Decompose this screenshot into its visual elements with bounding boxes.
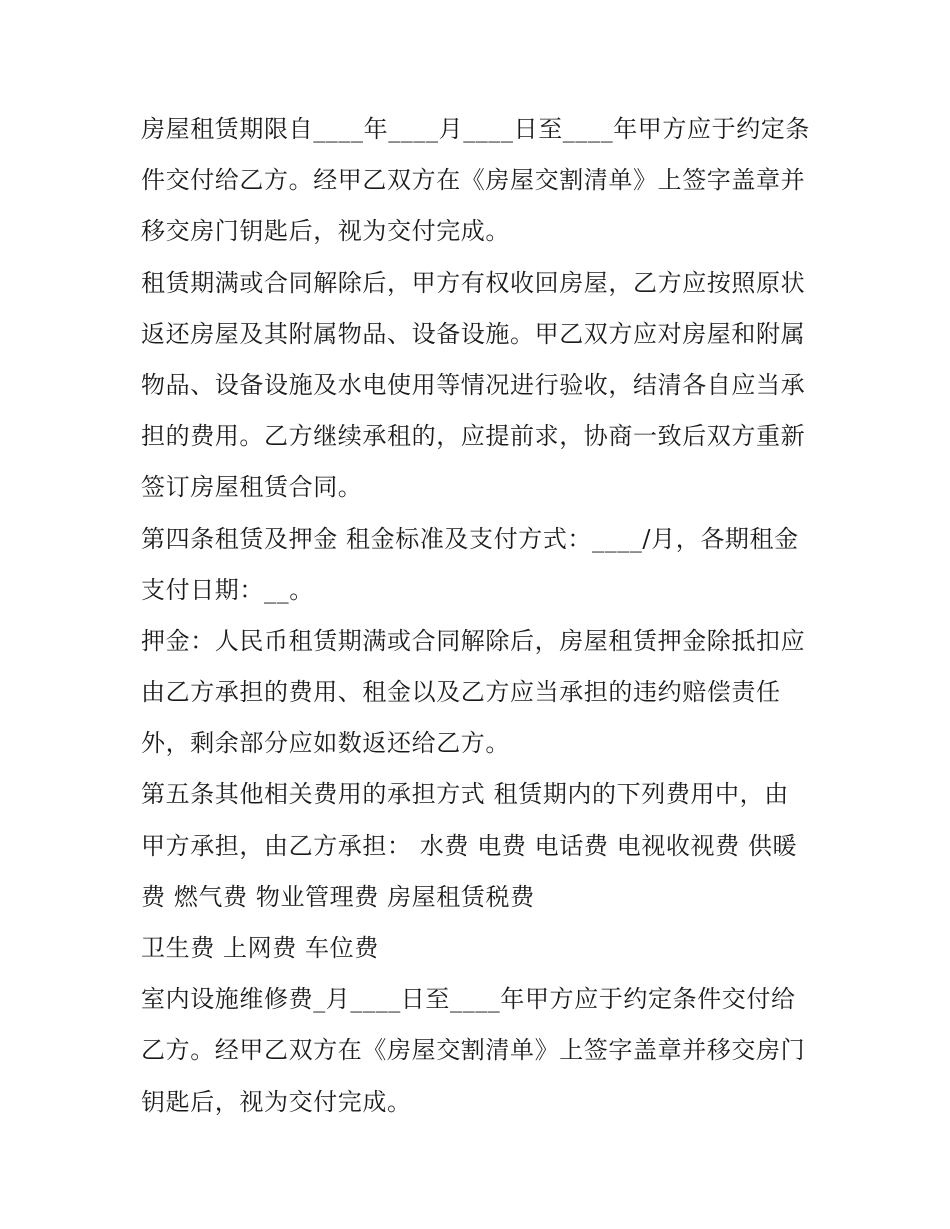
text-line: 房屋租赁期限自____年____月____日至____年甲方应于约定条 <box>141 115 810 143</box>
text-line: 室内设施维修费_月____日至____年甲方应于约定条件交付给 <box>141 985 796 1014</box>
paragraph-other-fees <box>141 923 831 974</box>
text-line: 卫生费 上网费 车位费 <box>141 934 379 962</box>
text-line: 外，剩余部分应如数返还给乙方。 <box>141 729 510 758</box>
text-line: 由乙方承担的费用、租金以及乙方应当承担的违约赔偿责任 <box>141 678 781 707</box>
text-line: 乙方。经甲乙双方在《房屋交割清单》上签字盖章并移交房门 <box>141 1036 806 1065</box>
text-line: 费 燃气费 物业管理费 房屋租赁税费 <box>141 882 535 911</box>
text-line: 物品、设备设施及水电使用等情况进行验收，结清各自应当承 <box>141 370 806 399</box>
text-line: 支付日期：__。 <box>141 575 314 604</box>
text-line: 件交付给乙方。经甲乙双方在《房屋交割清单》上签字盖章并 <box>141 166 806 195</box>
text-line: 钥匙后，视为交付完成。 <box>141 1087 412 1116</box>
text-line: 押金：人民币租赁期满或合同解除后，房屋租赁押金除抵扣应 <box>141 626 806 655</box>
text-line: 第四条租赁及押金 租金标准及支付方式：____/月，各期租金 <box>141 524 799 553</box>
paragraph-article-four-rent <box>141 514 831 616</box>
paragraph-lease-expiry <box>141 258 831 514</box>
text-line: 担的费用。乙方继续承租的，应提前求，协商一致后双方重新 <box>141 422 806 451</box>
paragraph-article-five-fees <box>141 769 831 923</box>
text-line: 签订房屋租赁合同。 <box>141 473 363 502</box>
text-line: 租赁期满或合同解除后，甲方有权收回房屋，乙方应按照原状 <box>141 268 806 297</box>
paragraph-maintenance <box>141 974 831 1128</box>
document-body <box>141 104 831 1128</box>
text-line: 甲方承担，由乙方承担： 水费 电费 电话费 电视收视费 供暖 <box>141 831 798 860</box>
text-line: 第五条其他相关费用的承担方式 租赁期内的下列费用中，由 <box>141 780 789 809</box>
paragraph-deposit <box>141 616 831 770</box>
text-line: 返还房屋及其附属物品、设备设施。甲乙双方应对房屋和附属 <box>141 319 806 348</box>
paragraph-delivery-term <box>141 104 831 258</box>
text-line: 移交房门钥匙后，视为交付完成。 <box>141 217 510 246</box>
